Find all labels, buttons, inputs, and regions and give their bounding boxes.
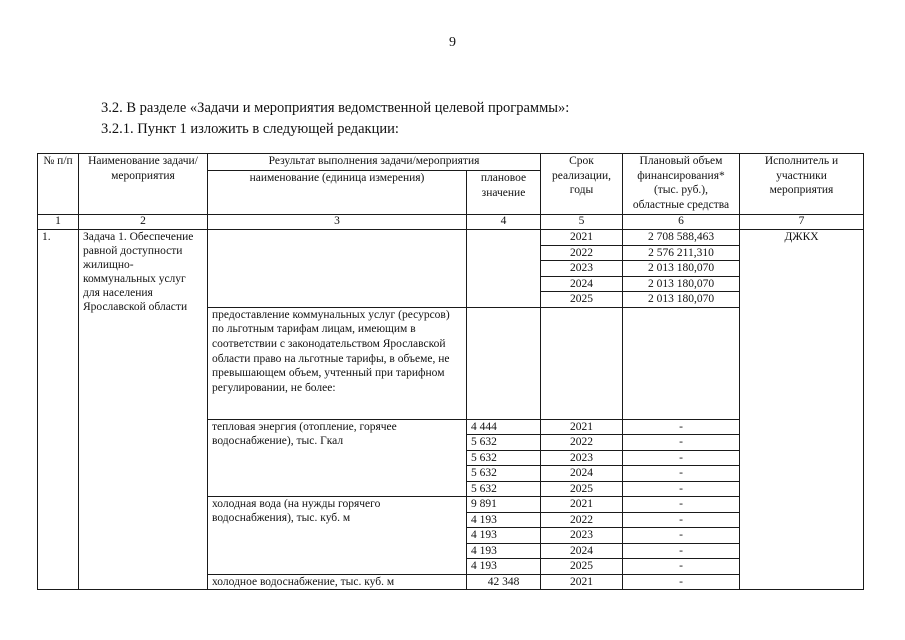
indicator-funding: - [623,450,740,466]
financing-amount: 2 708 588,463 [623,230,740,246]
header-financing: Плановый объем финансирования* (тыс. руб.), областные средства [623,154,740,215]
empty-cell [623,307,740,419]
indicator-name: холодная вода (на нужды горячего водоснабжения), тыс. куб. м [208,497,467,575]
indicator-funding: - [623,466,740,482]
page-number: 9 [449,35,456,50]
financing-year: 2021 [541,230,623,246]
header-result-group: Результат выполнения задачи/мероприятия [208,154,541,171]
financing-amount: 2 013 180,070 [623,292,740,308]
financing-amount: 2 013 180,070 [623,276,740,292]
task-name: Задача 1. Обеспечение равной доступности жилищно-коммунальных услуг для населения Ярославской области [79,230,208,590]
indicator-year: 2022 [541,512,623,528]
column-number: 4 [467,215,541,230]
indicator-year: 2023 [541,528,623,544]
indicator-funding: - [623,543,740,559]
intro-clause-heading: 3.2.1. Пункт 1 изложить в следующей редакции: [101,121,399,137]
intro-section-heading: 3.2. В разделе «Задачи и мероприятия ведомственной целевой программы»: [101,100,570,116]
indicator-value: 4 444 [467,419,541,435]
empty-cell [541,307,623,419]
financing-year: 2024 [541,276,623,292]
empty-cell [208,230,467,308]
indicator-year: 2023 [541,450,623,466]
indicator-funding: - [623,435,740,451]
indicator-year: 2022 [541,435,623,451]
empty-cell [467,230,541,308]
indicator-value: 42 348 [467,574,541,590]
indicator-year: 2021 [541,419,623,435]
header-executor: Исполнитель и участники мероприятия [740,154,864,215]
indicator-funding: - [623,497,740,513]
column-number: 1 [38,215,79,230]
financing-year: 2023 [541,261,623,277]
table-row [38,230,864,246]
task-number: 1. [38,230,79,590]
indicator-funding: - [623,559,740,575]
column-number: 3 [208,215,467,230]
indicator-value: 5 632 [467,481,541,497]
indicator-year: 2025 [541,481,623,497]
indicator-name: тепловая энергия (отопление, горячее водоснабжение), тыс. Гкал [208,419,467,497]
column-number: 7 [740,215,864,230]
indicator-funding: - [623,481,740,497]
task-executor: ДЖКХ [740,230,864,590]
indicator-value: 4 193 [467,559,541,575]
indicator-value: 5 632 [467,450,541,466]
indicator-value: 4 193 [467,528,541,544]
financing-year: 2022 [541,245,623,261]
indicator-value: 5 632 [467,466,541,482]
column-number: 6 [623,215,740,230]
program-table [37,153,864,590]
column-number: 2 [79,215,208,230]
indicator-year: 2024 [541,466,623,482]
indicator-year: 2021 [541,497,623,513]
column-number: 5 [541,215,623,230]
indicator-value: 5 632 [467,435,541,451]
indicator-funding: - [623,528,740,544]
indicator-year: 2024 [541,543,623,559]
header-result-plan: плановое значение [467,171,541,215]
indicator-year: 2025 [541,559,623,575]
header-task-name: Наименование задачи/мероприятия [79,154,208,215]
indicator-funding: - [623,419,740,435]
financing-year: 2025 [541,292,623,308]
financing-amount: 2 013 180,070 [623,261,740,277]
indicator-value: 9 891 [467,497,541,513]
indicator-name: холодное водоснабжение, тыс. куб. м [208,574,467,590]
indicator-value: 4 193 [467,512,541,528]
service-description: предоставление коммунальных услуг (ресурсов) по льготным тарифам лицам, имеющим в соответствии с законодательством Ярославской области право на льготные тарифы, в объеме, не превышающем объем, учтенный при тарифном регулировании, не более: [208,307,467,419]
indicator-funding: - [623,512,740,528]
header-num: № п/п [38,154,79,215]
empty-cell [467,307,541,419]
financing-amount: 2 576 211,310 [623,245,740,261]
indicator-funding: - [623,574,740,590]
indicator-year: 2021 [541,574,623,590]
header-term: Срок реализации, годы [541,154,623,215]
indicator-value: 4 193 [467,543,541,559]
header-result-name: наименование (единица измерения) [208,171,467,215]
